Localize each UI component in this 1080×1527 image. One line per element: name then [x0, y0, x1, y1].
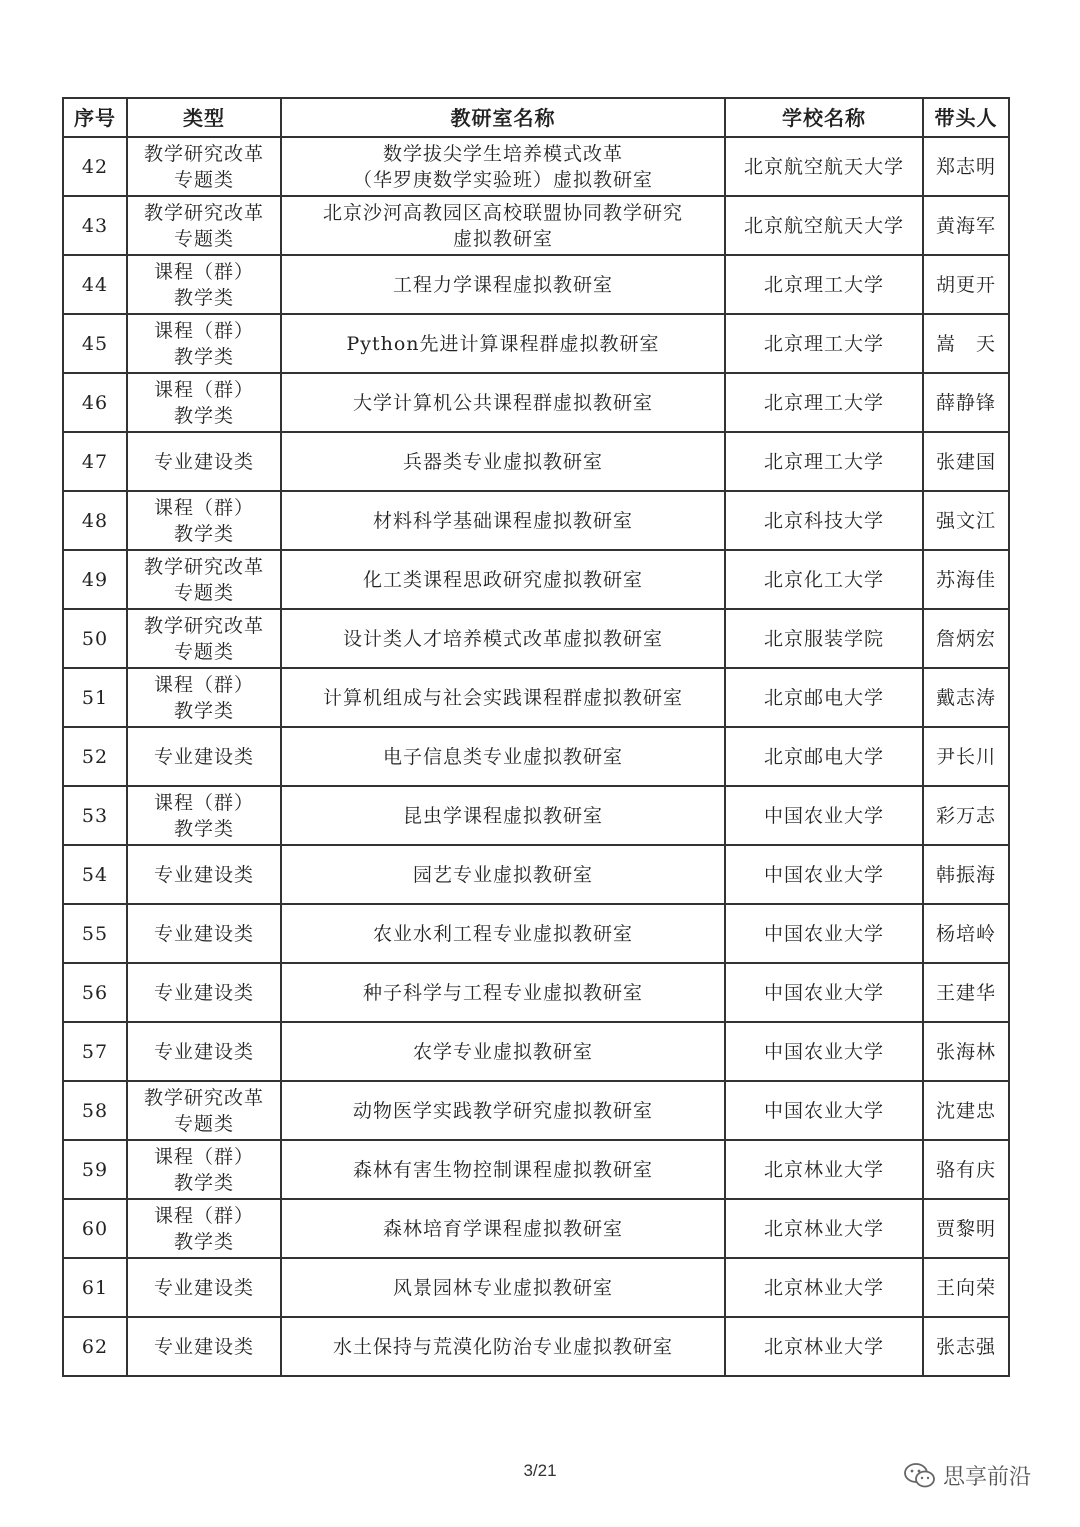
- cell-lab-name: 园艺专业虚拟教研室: [281, 845, 725, 904]
- page-number: 3/21: [523, 1461, 557, 1480]
- header-school: 学校名称: [725, 98, 923, 137]
- table-row: [63, 1022, 1009, 1081]
- cell-school: 中国农业大学: [725, 786, 923, 845]
- table-body: [63, 137, 1009, 1376]
- cell-leader: 张建国: [923, 432, 1009, 491]
- table-row: [63, 432, 1009, 491]
- cell-school: 北京服装学院: [725, 609, 923, 668]
- cell-school: 中国农业大学: [725, 845, 923, 904]
- cell-type: 专业建设类: [127, 432, 281, 491]
- cell-leader: 王建华: [923, 963, 1009, 1022]
- cell-school: 北京林业大学: [725, 1199, 923, 1258]
- table-row: [63, 1317, 1009, 1376]
- cell-lab-name: 工程力学课程虚拟教研室: [281, 255, 725, 314]
- header-type: 类型: [127, 98, 281, 137]
- table-row: [63, 255, 1009, 314]
- cell-type: 课程（群） 教学类: [127, 668, 281, 727]
- cell-type: 教学研究改革 专题类: [127, 1081, 281, 1140]
- table-row: [63, 727, 1009, 786]
- cell-type: 课程（群） 教学类: [127, 786, 281, 845]
- cell-school: 北京林业大学: [725, 1140, 923, 1199]
- cell-type: 专业建设类: [127, 1258, 281, 1317]
- cell-leader: 黄海军: [923, 196, 1009, 255]
- cell-lab-name: 数学拔尖学生培养模式改革 （华罗庚数学实验班）虚拟教研室: [281, 137, 725, 196]
- cell-index: 50: [63, 609, 127, 668]
- cell-leader: 胡更开: [923, 255, 1009, 314]
- wechat-icon: [903, 1462, 937, 1490]
- table-header-row: [63, 98, 1009, 137]
- cell-lab-name: 兵器类专业虚拟教研室: [281, 432, 725, 491]
- cell-index: 60: [63, 1199, 127, 1258]
- cell-school: 中国农业大学: [725, 1081, 923, 1140]
- cell-type: 课程（群） 教学类: [127, 1199, 281, 1258]
- cell-index: 52: [63, 727, 127, 786]
- cell-type: 课程（群） 教学类: [127, 373, 281, 432]
- cell-lab-name: 计算机组成与社会实践课程群虚拟教研室: [281, 668, 725, 727]
- header-leader: 带头人: [923, 98, 1009, 137]
- cell-leader: 嵩 天: [923, 314, 1009, 373]
- cell-leader: 沈建忠: [923, 1081, 1009, 1140]
- cell-school: 北京林业大学: [725, 1317, 923, 1376]
- cell-lab-name: 材料科学基础课程虚拟教研室: [281, 491, 725, 550]
- cell-lab-name: 种子科学与工程专业虚拟教研室: [281, 963, 725, 1022]
- cell-lab-name: 设计类人才培养模式改革虚拟教研室: [281, 609, 725, 668]
- cell-leader: 詹炳宏: [923, 609, 1009, 668]
- header-lab-name: 教研室名称: [281, 98, 725, 137]
- cell-school: 北京航空航天大学: [725, 137, 923, 196]
- cell-type: 专业建设类: [127, 1317, 281, 1376]
- cell-type: 专业建设类: [127, 904, 281, 963]
- watermark-label: 思享前沿: [943, 1465, 1032, 1490]
- cell-leader: 贾黎明: [923, 1199, 1009, 1258]
- cell-lab-name: 风景园林专业虚拟教研室: [281, 1258, 725, 1317]
- cell-lab-name: 森林培育学课程虚拟教研室: [281, 1199, 725, 1258]
- cell-leader: 杨培岭: [923, 904, 1009, 963]
- cell-leader: 韩振海: [923, 845, 1009, 904]
- cell-lab-name: 大学计算机公共课程群虚拟教研室: [281, 373, 725, 432]
- cell-index: 47: [63, 432, 127, 491]
- cell-type: 课程（群） 教学类: [127, 255, 281, 314]
- cell-leader: 尹长川: [923, 727, 1009, 786]
- table-row: [63, 609, 1009, 668]
- cell-school: 中国农业大学: [725, 904, 923, 963]
- cell-index: 44: [63, 255, 127, 314]
- cell-school: 北京航空航天大学: [725, 196, 923, 255]
- cell-type: 课程（群） 教学类: [127, 1140, 281, 1199]
- cell-leader: 薛静锋: [923, 373, 1009, 432]
- table-row: [63, 1140, 1009, 1199]
- cell-lab-name: 昆虫学课程虚拟教研室: [281, 786, 725, 845]
- watermark: [903, 1460, 1031, 1491]
- cell-lab-name: 化工类课程思政研究虚拟教研室: [281, 550, 725, 609]
- cell-index: 51: [63, 668, 127, 727]
- cell-leader: 骆有庆: [923, 1140, 1009, 1199]
- cell-index: 48: [63, 491, 127, 550]
- cell-leader: 彩万志: [923, 786, 1009, 845]
- cell-type: 课程（群） 教学类: [127, 314, 281, 373]
- cell-school: 北京邮电大学: [725, 668, 923, 727]
- table-row: [63, 137, 1009, 196]
- cell-type: 教学研究改革 专题类: [127, 137, 281, 196]
- cell-index: 45: [63, 314, 127, 373]
- cell-lab-name: 北京沙河高教园区高校联盟协同教学研究 虚拟教研室: [281, 196, 725, 255]
- cell-school: 北京理工大学: [725, 432, 923, 491]
- cell-type: 教学研究改革 专题类: [127, 196, 281, 255]
- table-row: [63, 196, 1009, 255]
- cell-leader: 王向荣: [923, 1258, 1009, 1317]
- cell-type: 专业建设类: [127, 845, 281, 904]
- cell-type: 课程（群） 教学类: [127, 491, 281, 550]
- cell-school: 北京化工大学: [725, 550, 923, 609]
- cell-index: 49: [63, 550, 127, 609]
- cell-index: 54: [63, 845, 127, 904]
- table-row: [63, 491, 1009, 550]
- cell-type: 教学研究改革 专题类: [127, 609, 281, 668]
- cell-leader: 戴志涛: [923, 668, 1009, 727]
- table-row: [63, 314, 1009, 373]
- cell-school: 北京理工大学: [725, 314, 923, 373]
- table-row: [63, 1258, 1009, 1317]
- cell-leader: 张海林: [923, 1022, 1009, 1081]
- table-row: [63, 1081, 1009, 1140]
- cell-school: 中国农业大学: [725, 963, 923, 1022]
- cell-type: 专业建设类: [127, 963, 281, 1022]
- cell-index: 53: [63, 786, 127, 845]
- lab-list-table: [62, 97, 1010, 1377]
- table-row: [63, 904, 1009, 963]
- cell-leader: 郑志明: [923, 137, 1009, 196]
- cell-index: 56: [63, 963, 127, 1022]
- table-row: [63, 786, 1009, 845]
- header-index: 序号: [63, 98, 127, 137]
- cell-index: 55: [63, 904, 127, 963]
- cell-index: 42: [63, 137, 127, 196]
- table-row: [63, 845, 1009, 904]
- cell-index: 61: [63, 1258, 127, 1317]
- cell-index: 46: [63, 373, 127, 432]
- cell-lab-name: Python先进计算课程群虚拟教研室: [281, 314, 725, 373]
- cell-lab-name: 农学专业虚拟教研室: [281, 1022, 725, 1081]
- cell-index: 58: [63, 1081, 127, 1140]
- table-row: [63, 373, 1009, 432]
- cell-lab-name: 水土保持与荒漠化防治专业虚拟教研室: [281, 1317, 725, 1376]
- cell-leader: 苏海佳: [923, 550, 1009, 609]
- cell-lab-name: 森林有害生物控制课程虚拟教研室: [281, 1140, 725, 1199]
- cell-index: 43: [63, 196, 127, 255]
- cell-lab-name: 动物医学实践教学研究虚拟教研室: [281, 1081, 725, 1140]
- cell-lab-name: 农业水利工程专业虚拟教研室: [281, 904, 725, 963]
- cell-school: 北京林业大学: [725, 1258, 923, 1317]
- cell-lab-name: 电子信息类专业虚拟教研室: [281, 727, 725, 786]
- cell-school: 北京科技大学: [725, 491, 923, 550]
- table-row: [63, 668, 1009, 727]
- table-row: [63, 1199, 1009, 1258]
- cell-type: 专业建设类: [127, 727, 281, 786]
- cell-index: 59: [63, 1140, 127, 1199]
- table-row: [63, 963, 1009, 1022]
- cell-leader: 张志强: [923, 1317, 1009, 1376]
- cell-leader: 强文江: [923, 491, 1009, 550]
- cell-type: 教学研究改革 专题类: [127, 550, 281, 609]
- cell-index: 57: [63, 1022, 127, 1081]
- cell-school: 北京理工大学: [725, 373, 923, 432]
- cell-type: 专业建设类: [127, 1022, 281, 1081]
- cell-index: 62: [63, 1317, 127, 1376]
- cell-school: 北京理工大学: [725, 255, 923, 314]
- cell-school: 中国农业大学: [725, 1022, 923, 1081]
- cell-school: 北京邮电大学: [725, 727, 923, 786]
- table-row: [63, 550, 1009, 609]
